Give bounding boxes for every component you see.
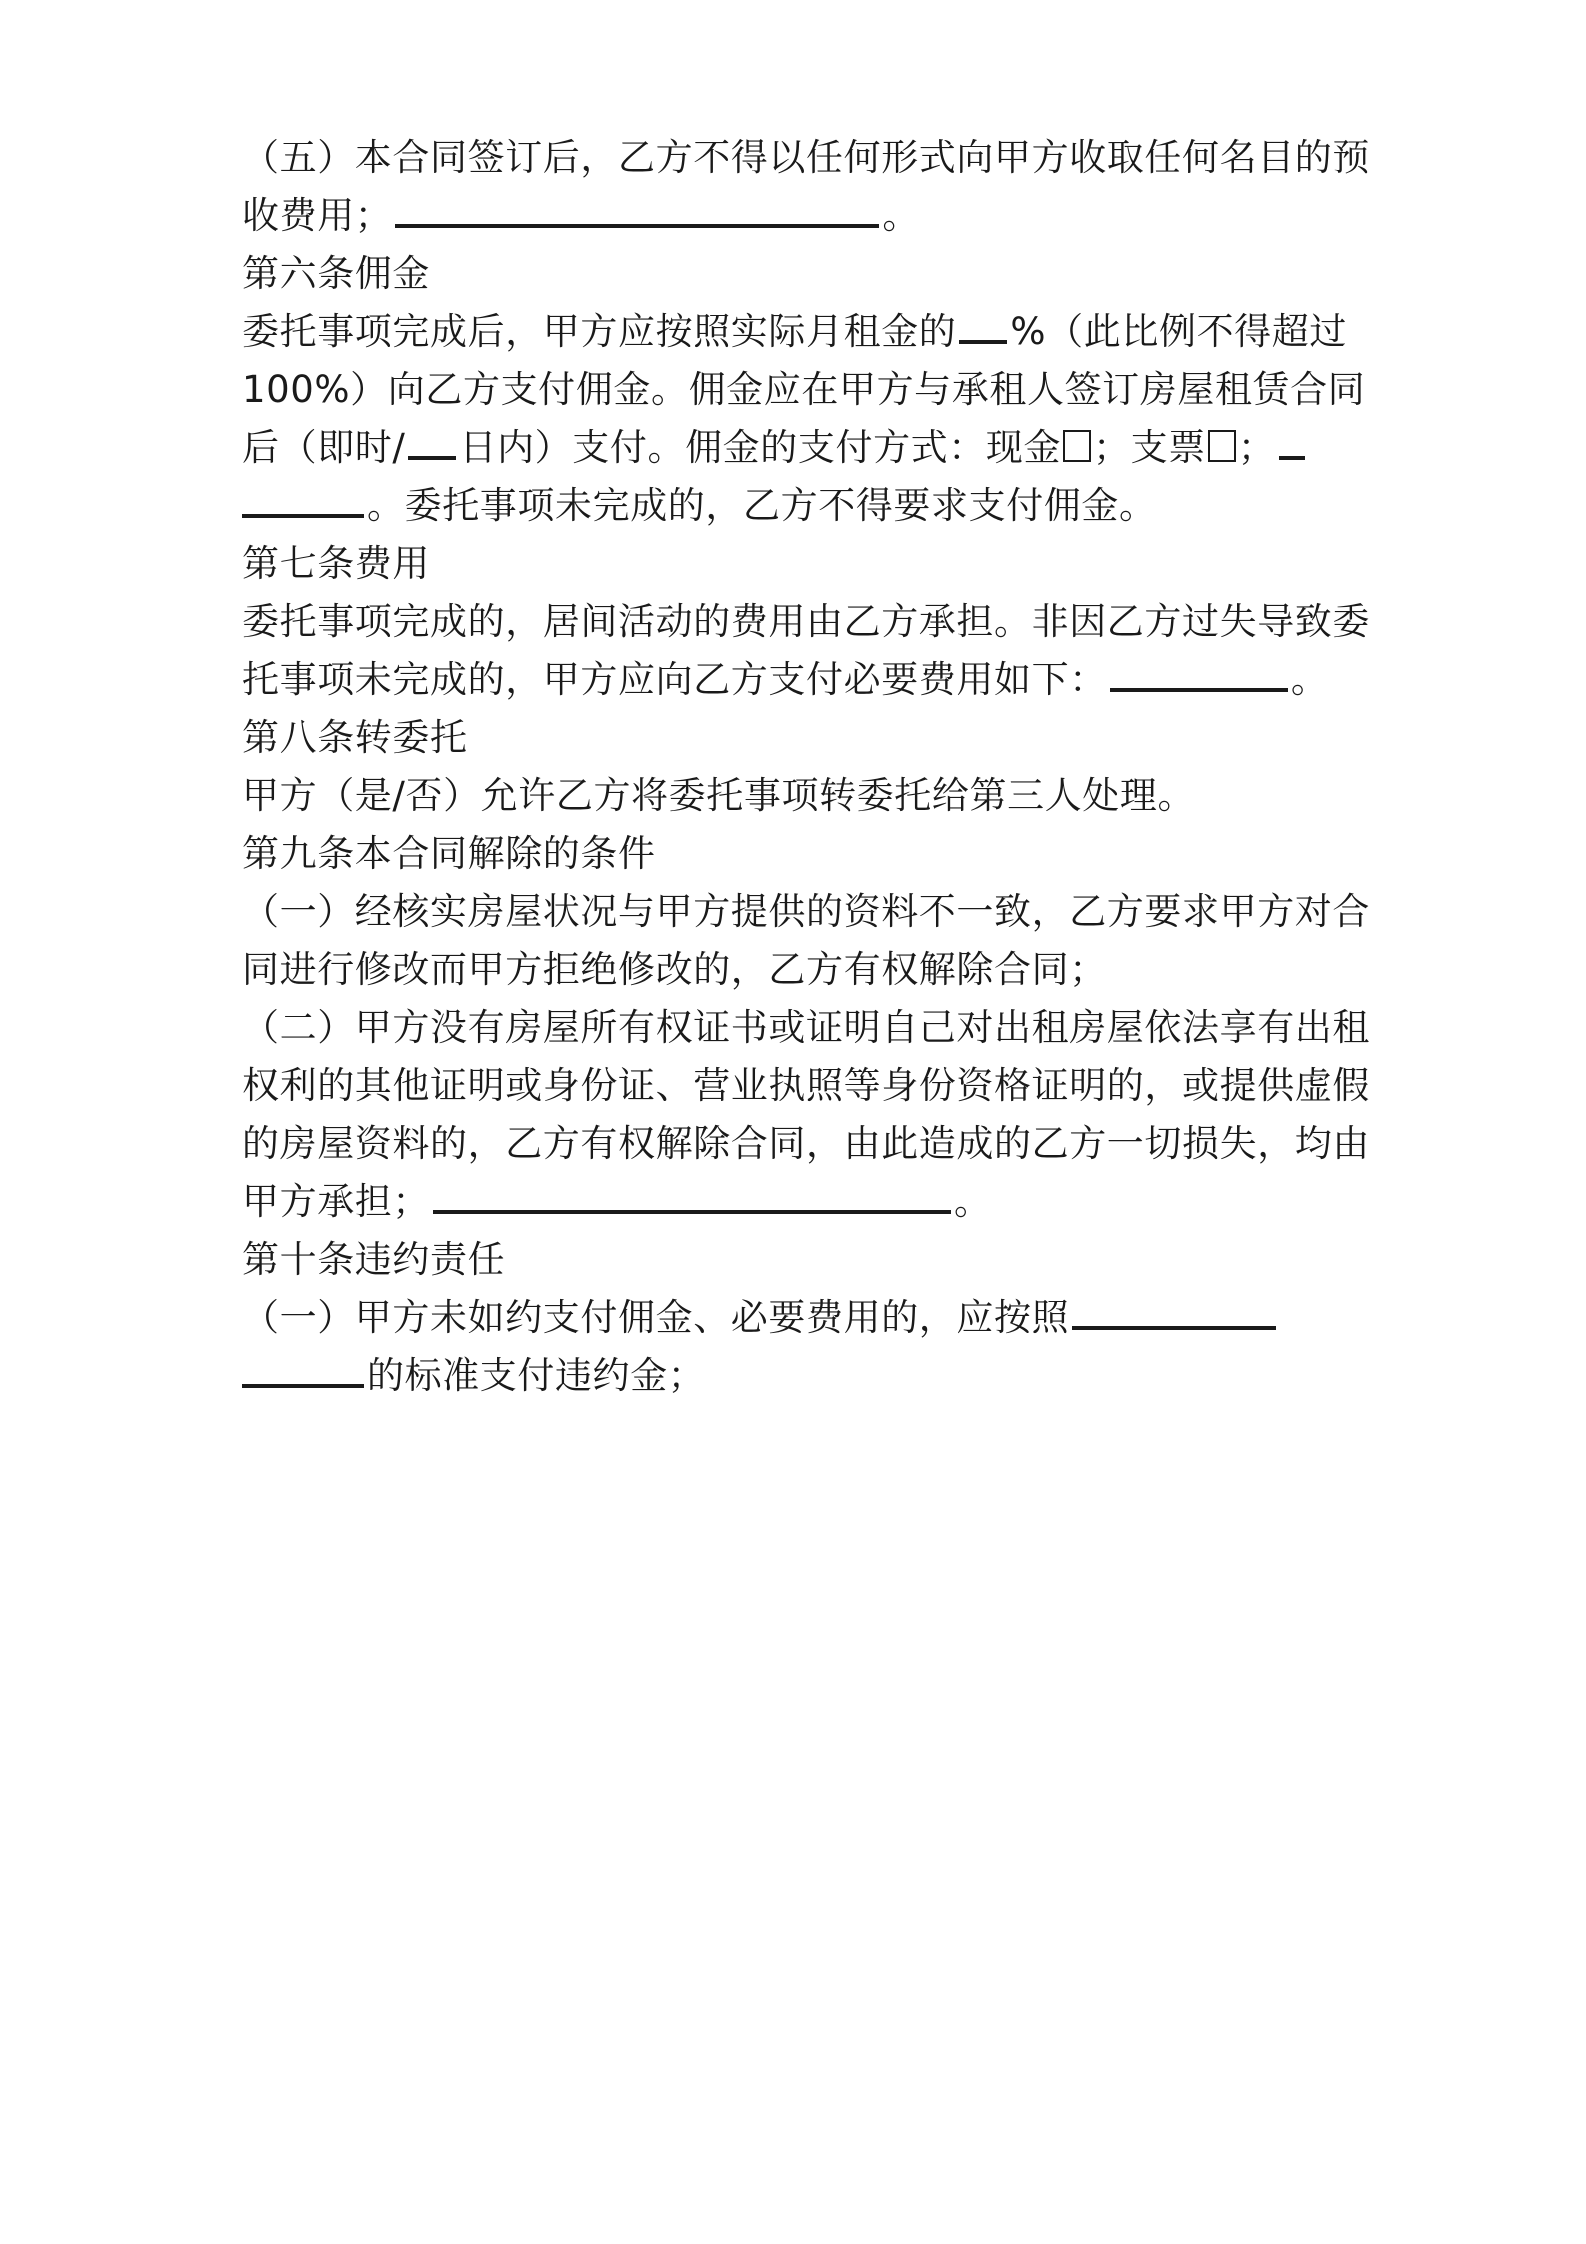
commission-percent-blank[interactable] [959, 312, 1007, 344]
clause-5-line-2: 收费用； 。 [242, 194, 921, 237]
article-9-item-1-line-1: （一）经核实房屋状况与甲方提供的资料不一致，乙方要求甲方对合 [242, 890, 1370, 933]
article-8-line-1: 甲方（是/否）允许乙方将委托事项转委托给第三人处理。 [242, 774, 1196, 817]
check-checkbox[interactable] [1208, 430, 1236, 462]
article-9-item-2-line-1: （二）甲方没有房屋所有权证书或证明自己对出租房屋依法享有出租 [242, 1006, 1370, 1049]
fill-in-blank[interactable] [433, 1182, 951, 1214]
article-6-line-4: 。委托事项未完成的，乙方不得要求支付佣金。 [242, 478, 1362, 534]
article-6-line-2: 100%）向乙方支付佣金。佣金应在甲方与承租人签订房屋租赁合同 [242, 368, 1366, 411]
article-7-line-2: 托事项未完成的，甲方应向乙方支付必要费用如下： 。 [242, 658, 1329, 701]
article-9-item-2-line-3: 的房屋资料的，乙方有权解除合同，由此造成的乙方一切损失，均由 [242, 1122, 1370, 1165]
article-6-line-1: 委托事项完成后，甲方应按照实际月租金的 %（此比例不得超过 [242, 310, 1347, 353]
article-10-item-1-line-1: （一）甲方未如约支付佣金、必要费用的，应按照 [242, 1290, 1362, 1346]
other-payment-blank[interactable] [1279, 428, 1305, 460]
article-9-item-2-line-4: 甲方承担； 。 [242, 1180, 992, 1223]
article-9-item-1-line-2: 同进行修改而甲方拒绝修改的，乙方有权解除合同； [242, 948, 1107, 991]
penalty-standard-blank-continued[interactable] [242, 1356, 364, 1388]
article-9-item-2-line-2: 权利的其他证明或身份证、营业执照等身份资格证明的，或提供虚假 [242, 1064, 1370, 1107]
article-7-title: 第七条费用 [242, 542, 430, 585]
cash-checkbox[interactable] [1063, 430, 1091, 462]
penalty-standard-blank[interactable] [1072, 1298, 1276, 1330]
article-9-title: 第九条本合同解除的条件 [242, 832, 656, 875]
article-6-title: 第六条佣金 [242, 252, 430, 295]
necessary-expenses-blank[interactable] [1110, 660, 1288, 692]
other-payment-blank-continued[interactable] [242, 486, 364, 518]
clause-5-line-1: （五）本合同签订后，乙方不得以任何形式向甲方收取任何名目的预 [242, 136, 1370, 179]
article-6-line-3: 后（即时/ 日内）支付。佣金的支付方式：现金 ；支票 ； [242, 420, 1362, 476]
article-7-line-1: 委托事项完成的，居间活动的费用由乙方承担。非因乙方过失导致委 [242, 600, 1370, 643]
article-10-item-1-line-2: 的标准支付违约金； [242, 1348, 1362, 1404]
payment-days-blank[interactable] [408, 428, 456, 460]
article-10-title: 第十条违约责任 [242, 1238, 506, 1281]
article-8-title: 第八条转委托 [242, 716, 468, 759]
fill-in-blank[interactable] [395, 196, 879, 228]
